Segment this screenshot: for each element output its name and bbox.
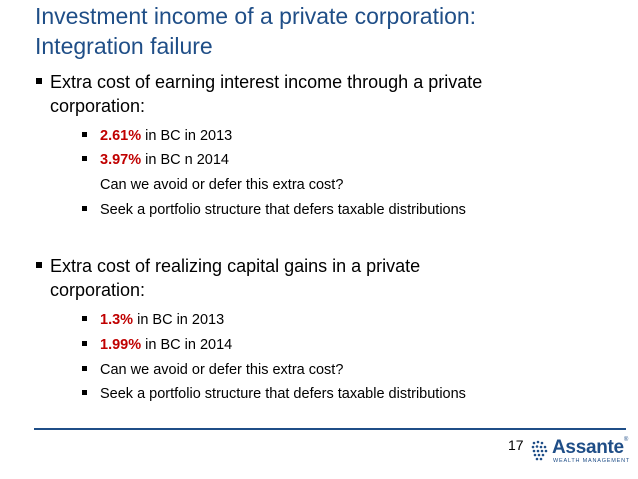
rate-text: in BC n 2014 <box>141 152 229 168</box>
logo-tagline: WEALTH MANAGEMENT <box>553 458 631 464</box>
square-bullet-icon <box>82 341 87 346</box>
square-bullet-icon <box>36 262 42 268</box>
section-2-heading <box>36 254 616 302</box>
sub-bullet-5 <box>82 335 602 355</box>
square-bullet-icon <box>82 156 87 161</box>
section-1-line-2: corporation: <box>50 96 146 116</box>
logo-wordmark: Assante® <box>552 437 628 458</box>
rate-text: in BC in 2013 <box>133 312 225 328</box>
rate-text: in BC in 2013 <box>141 128 233 144</box>
square-bullet-icon <box>82 390 87 395</box>
square-bullet-icon <box>82 316 87 321</box>
sub-bullet-7 <box>82 384 602 404</box>
section-2-line-2: corporation: <box>50 280 146 300</box>
section-2-line-1: Extra cost of realizing capital gains in a private <box>50 256 421 276</box>
sub-bullet-text: Can we avoid or defer this extra cost? <box>100 362 344 378</box>
title-line-1: Investment income of a private corporation: <box>35 3 477 29</box>
square-bullet-icon <box>82 206 87 211</box>
plain-question: Can we avoid or defer this extra cost? <box>100 177 344 193</box>
rate-text: in BC in 2014 <box>141 337 233 353</box>
rate-value: 2.61% <box>100 128 142 144</box>
title-line-2: Integration failure <box>35 33 213 59</box>
rate-value: 1.3% <box>100 312 134 328</box>
plain-line <box>92 175 612 195</box>
section-1-heading <box>36 70 616 118</box>
sub-bullet-text: Seek a portfolio structure that defers taxable distributions <box>100 386 466 402</box>
rate-value: 3.97% <box>100 152 142 168</box>
slide-title <box>35 1 625 61</box>
page-number: 17 <box>508 437 524 453</box>
square-bullet-icon <box>82 366 87 371</box>
square-bullet-icon <box>82 132 87 137</box>
bullet-section-2 <box>36 254 616 302</box>
sub-bullet-6 <box>82 360 602 380</box>
section-1-line-1: Extra cost of earning interest income through a private <box>50 72 483 92</box>
assante-logo <box>530 437 630 467</box>
sub-bullet-4 <box>82 310 602 330</box>
rate-value: 1.99% <box>100 337 142 353</box>
assante-globe-icon <box>530 439 550 463</box>
square-bullet-icon <box>36 78 42 84</box>
footer-divider <box>34 428 626 430</box>
sub-bullet-text: Seek a portfolio structure that defers taxable distributions <box>100 202 466 218</box>
sub-bullet-3 <box>82 200 602 220</box>
bullet-section-1 <box>36 70 616 118</box>
sub-bullet-2 <box>82 150 602 170</box>
sub-bullet-1 <box>82 126 602 146</box>
